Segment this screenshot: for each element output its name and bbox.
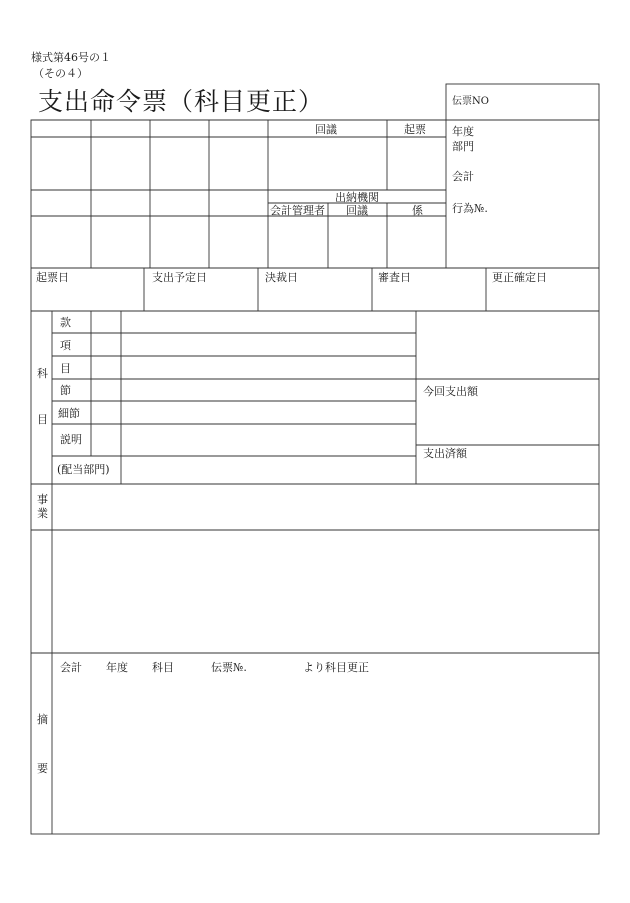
subject-side-label-1: 科 [37, 367, 48, 380]
project-label-1: 事 [37, 493, 48, 506]
subject-row-label: 節 [60, 384, 71, 397]
subject-side-label-2: 目 [37, 413, 48, 426]
summary-label-2: 要 [37, 762, 48, 775]
department-label: 部門 [452, 140, 474, 153]
project-label-2: 業 [37, 507, 48, 520]
form-variant: （その４） [33, 67, 88, 80]
subject-row-label: 細節 [58, 407, 80, 420]
summary-label-1: 摘 [37, 713, 48, 726]
allocation-dept-label: (配当部門) [57, 463, 110, 476]
summary-accounting: 会計 [60, 661, 82, 674]
summary-subject: 科目 [152, 661, 174, 674]
summary-correction-text: より科目更正 [303, 661, 369, 674]
subject-row-label: 項 [60, 339, 71, 352]
correction-confirmed-date-label: 更正確定日 [492, 271, 547, 284]
subject-row-label: 説明 [60, 433, 82, 446]
decision-date-label: 決裁日 [265, 271, 298, 284]
page-title: 支出命令票（科目更正） [38, 87, 325, 116]
summary-fiscal-year: 年度 [106, 661, 128, 674]
paid-amount-label: 支出済額 [423, 447, 467, 460]
accounting-label: 会計 [452, 170, 474, 183]
review-date-label: 審査日 [378, 271, 411, 284]
subject-row-label: 款 [60, 316, 71, 329]
scheduled-payment-date-label: 支出予定日 [152, 271, 207, 284]
administrative-no-label: 行為№. [452, 202, 488, 215]
originator-label: 起票 [404, 123, 426, 136]
subject-row-label: 目 [60, 362, 71, 375]
form-number: 様式第46号の１ [31, 51, 111, 64]
origination-date-label: 起票日 [36, 271, 69, 284]
summary-voucher-no: 伝票№. [211, 661, 247, 674]
circulation-label: 回議 [315, 123, 337, 136]
fiscal-year-label: 年度 [452, 125, 474, 138]
disbursement-office-label: 出納機関 [335, 191, 379, 204]
accounting-manager-label: 会計管理者 [270, 204, 325, 217]
clerk-label: 係 [412, 204, 423, 217]
voucher-no-label: 伝票NO [452, 96, 489, 107]
current-payment-label: 今回支出額 [423, 385, 478, 398]
circulation-label-2: 回議 [346, 204, 368, 217]
